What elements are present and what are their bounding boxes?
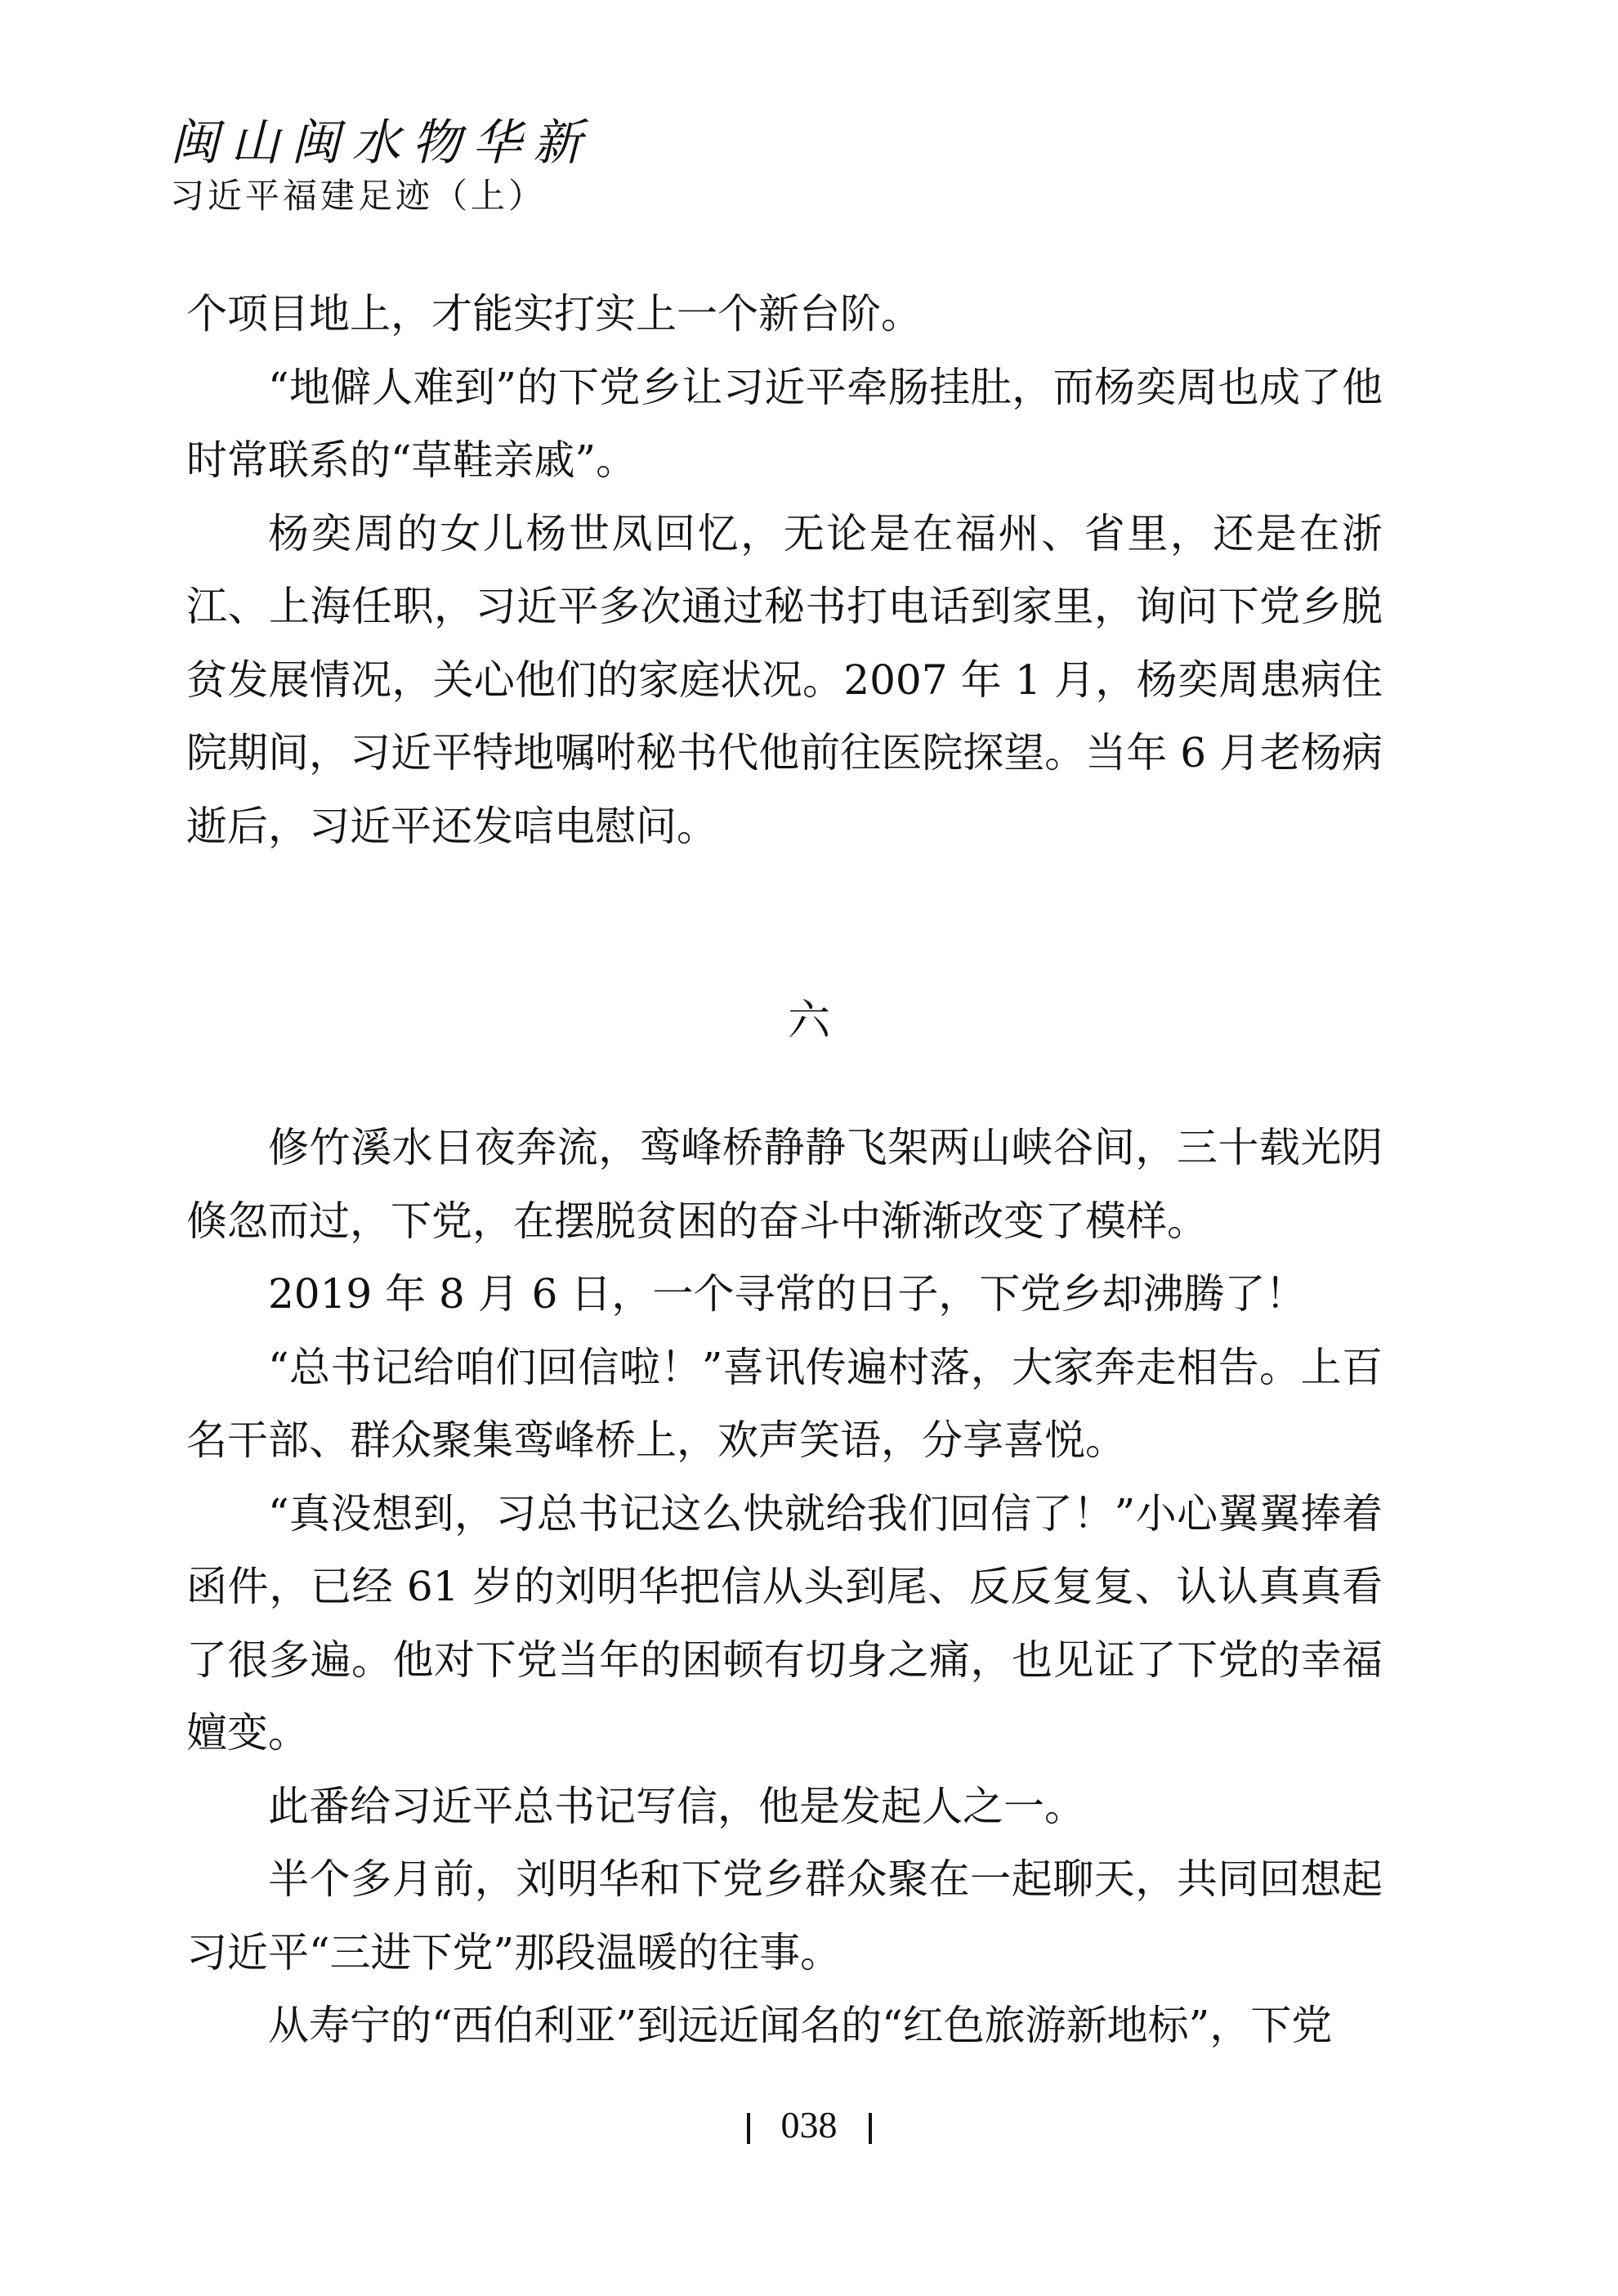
paragraph: 半个多月前，刘明华和下党乡群众聚在一起聊天，共同回想起习近平“三进下党”那段温暖的往事。 bbox=[186, 1855, 1383, 1976]
paragraph: “地僻人难到”的下党乡让习近平牵肠挂肚，而杨奕周也成了他时常联系的“草鞋亲戚”。 bbox=[186, 363, 1383, 484]
running-head bbox=[170, 113, 593, 219]
page-number: 038 bbox=[780, 2104, 838, 2146]
paragraph: 从寿宁的“西伯利亚”到远近闻名的“红色旅游新地标”，下党 bbox=[268, 2002, 1333, 2049]
paragraph: 此番给习近平总书记写信，他是发起人之一。 bbox=[268, 1782, 1085, 1830]
paragraph: 杨奕周的女儿杨世凤回忆，无论是在福州、省里，还是在浙江、上海任职，习近平多次通过秘书打电话到家里，询问下党乡脱贫发展情况，关心他们的家庭状况。2007 年 1 月，杨奕周患病住院期间，习近平特地嘱咐秘书代他前往医院探望。当年 6 月老杨病逝后，习近平还发唁电慰问。 bbox=[186, 509, 1383, 850]
book-title: 闽山闽水物华新 bbox=[170, 114, 593, 172]
folio-right-rule bbox=[869, 2113, 872, 2144]
paragraph: “真没想到，习总书记这么快就给我们回信了！”小心翼翼捧着函件，已经 61 岁的刘明华把信从头到尾、反反复复、认认真真看了很多遍。他对下党当年的困顿有切身之痛，也见证了下党的幸福嬗变。 bbox=[186, 1489, 1383, 1757]
section-heading: 六 bbox=[787, 996, 830, 1045]
folio-left-rule bbox=[747, 2113, 750, 2144]
paragraph: “总书记给咱们回信啦！”喜讯传遍村落，大家奔走相告。上百名干部、群众聚集鸾峰桥上，欢声笑语，分享喜悦。 bbox=[186, 1343, 1383, 1464]
body-text-top bbox=[186, 278, 1383, 863]
paragraph: 2019 年 8 月 6 日，一个寻常的日子，下党乡却沸腾了！ bbox=[268, 1270, 1307, 1318]
paragraph-continuation: 个项目地上，才能实打实上一个新台阶。 bbox=[186, 290, 922, 338]
book-subtitle: 习近平福建足迹（上） bbox=[170, 176, 547, 216]
page-footer bbox=[0, 2101, 1618, 2150]
body-text-bottom bbox=[186, 1112, 1383, 2063]
paragraph: 修竹溪水日夜奔流，鸾峰桥静静飞架两山峡谷间，三十载光阴倏忽而过，下党，在摆脱贫困的奋斗中渐渐改变了模样。 bbox=[186, 1124, 1383, 1245]
